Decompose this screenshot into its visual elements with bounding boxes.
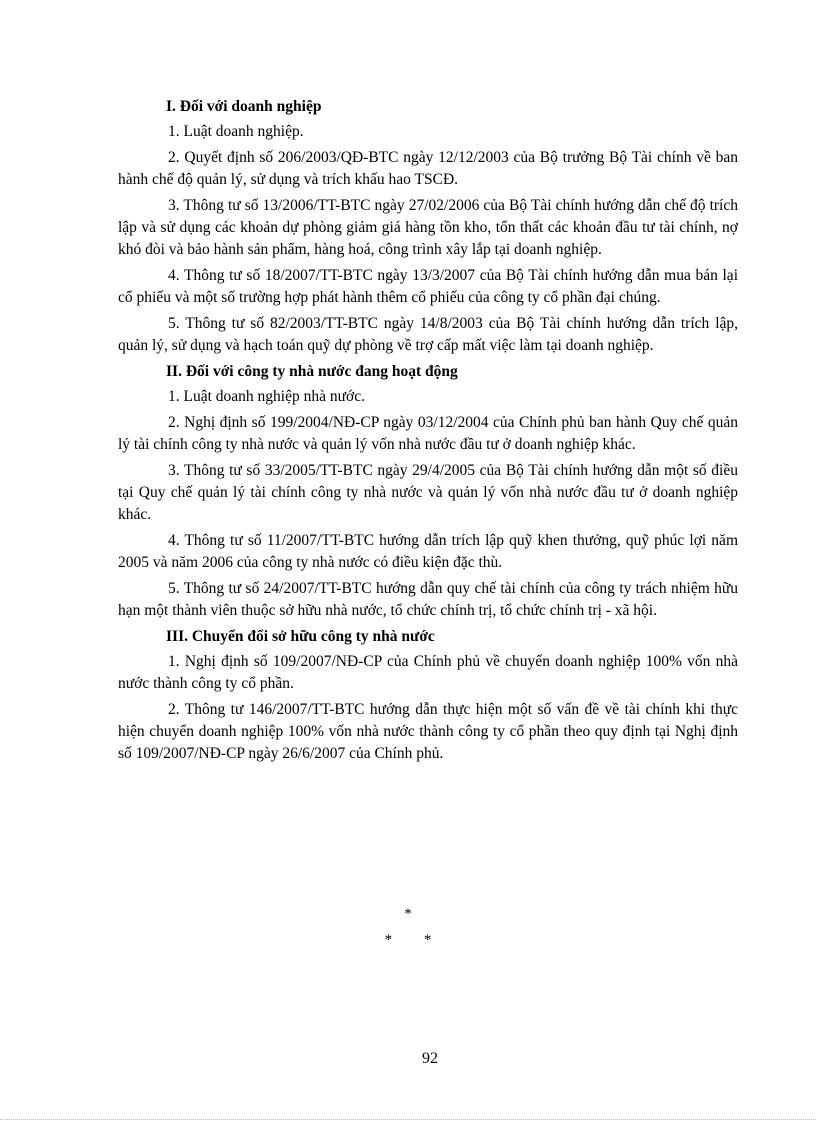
asterism-bottom	[0, 932, 816, 949]
section-heading: III. Chuyển đổi sở hữu công ty nhà nước	[166, 628, 435, 645]
list-item: 2. Nghị định số 199/2004/NĐ-CP ngày 03/12/2004 của Chính phủ ban hành Quy chế quản lý tài chính công ty nhà nước và quản lý vốn nhà nước đầu tư ở doanh nghiệp khác.	[118, 414, 738, 453]
page-number: 92	[422, 1050, 438, 1067]
list-item: 5. Thông tư số 24/2007/TT-BTC hướng dẫn quy chế tài chính của công ty trách nhiệm hữu hạn một thành viên thuộc sở hữu nhà nước, tổ chức chính trị, tổ chức chính trị - xã hội.	[118, 580, 738, 619]
list-item: 3. Thông tư số 13/2006/TT-BTC ngày 27/02/2006 của Bộ Tài chính hướng dẫn chế độ trích lập và sử dụng các khoản dự phòng giảm giá hàng tồn kho, tổn thất các khoản đầu tư tài chính, nợ khó đòi và bảo hành sản phẩm, hàng hoá, công trình xây lắp tại doanh nghiệp.	[118, 197, 738, 258]
list-item: 4. Thông tư số 18/2007/TT-BTC ngày 13/3/2007 của Bộ Tài chính hướng dẫn mua bán lại cổ phiếu và một số trường hợp phát hành thêm cổ phiếu của công ty cổ phần đại chúng.	[118, 267, 738, 306]
section-heading: I. Đối với doanh nghiệp	[166, 98, 322, 115]
asterism-top	[0, 906, 816, 923]
list-item: 2. Quyết định số 206/2003/QĐ-BTC ngày 12/12/2003 của Bộ trưởng Bộ Tài chính về ban hành chế độ quản lý, sử dụng và trích khấu hao TSCĐ.	[118, 149, 738, 188]
page-bottom-divider	[0, 1119, 816, 1120]
document-body	[118, 96, 738, 769]
list-item: 5. Thông tư số 82/2003/TT-BTC ngày 14/8/2003 của Bộ Tài chính hướng dẫn trích lập, quản lý, sử dụng và hạch toán quỹ dự phòng về trợ cấp mất việc làm tại doanh nghiệp.	[118, 315, 738, 354]
section-state-companies	[118, 361, 738, 622]
asterism-star: *	[384, 932, 393, 948]
asterism-star: *	[423, 932, 432, 948]
section-ownership-conversion	[118, 626, 738, 765]
list-item: 1. Nghị định số 109/2007/NĐ-CP của Chính phủ về chuyển doanh nghiệp 100% vốn nhà nước thành công ty cổ phần.	[118, 653, 738, 692]
list-item: 2. Thông tư 146/2007/TT-BTC hướng dẫn thực hiện một số vấn đề về tài chính khi thực hiện chuyển doanh nghiệp 100% vốn nhà nước thành công ty cổ phần theo quy định tại Nghị định số 109/2007/NĐ-CP ngày 26/6/2007 của Chính phủ.	[118, 701, 738, 762]
list-item: 1. Luật doanh nghiệp.	[168, 123, 304, 140]
list-item: 3. Thông tư số 33/2005/TT-BTC ngày 29/4/2005 của Bộ Tài chính hướng dẫn một số điều tại Quy chế quản lý tài chính công ty nhà nước và quản lý vốn nhà nước đầu tư ở doanh nghiệp khác.	[118, 462, 738, 523]
asterism-star: *	[404, 906, 412, 922]
list-item: 1. Luật doanh nghiệp nhà nước.	[168, 388, 365, 405]
list-item: 4. Thông tư số 11/2007/TT-BTC hướng dẫn trích lập quỹ khen thưởng, quỹ phúc lợi năm 2005 và năm 2006 của công ty nhà nước có điều kiện đặc thù.	[118, 532, 738, 571]
section-enterprises	[118, 96, 738, 357]
section-heading: II. Đối với công ty nhà nước đang hoạt động	[166, 363, 458, 380]
